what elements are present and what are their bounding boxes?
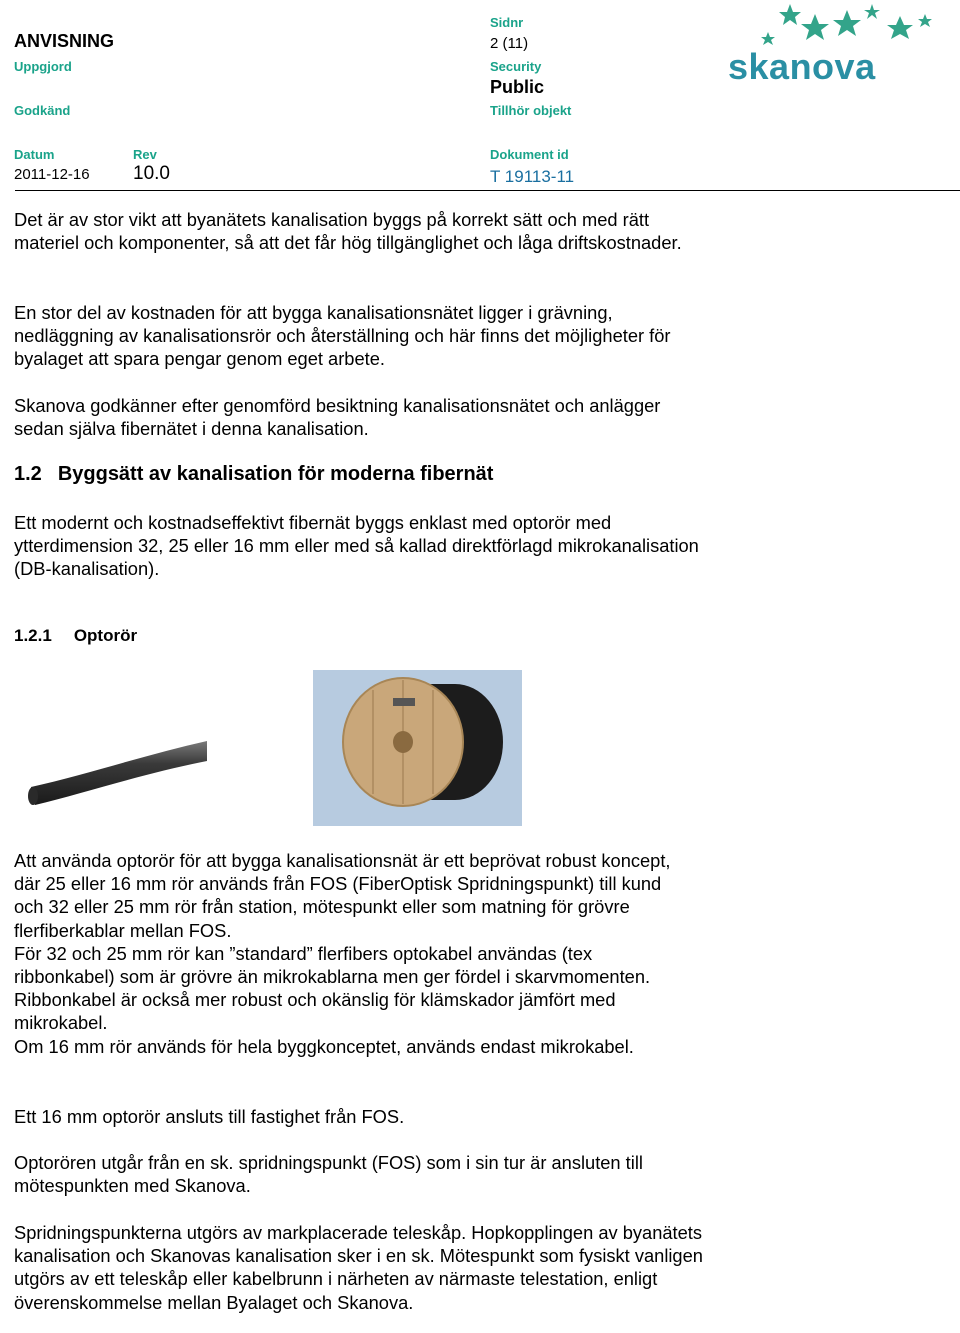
rev-label: Rev xyxy=(133,147,157,162)
logo-text: skanova xyxy=(728,46,876,87)
optoror-16mm: Om 16 mm rör används för hela byggkonceptet, används endast mikrokabel. xyxy=(14,1035,634,1057)
optoror-concept: Att använda optorör för att bygga kanalisationsnät är ett beprövat robust koncept, där 25 eller 16 mm rör används från FOS (FiberOptisk Spridningspunkt) till kund och 32 eller 25 mm rör från station, mötespunkt eller som matning för grövre flerfiberkablar mellan FOS. xyxy=(14,850,671,941)
godkand-label: Godkänd xyxy=(14,103,71,118)
paragraph-costs: En stor del av kostnaden för att bygga kanalisationsnätet ligger i grävning, nedläggning av kanalisationsrör och återställning och här finns det möjligheter för byalaget att spara pengar genom eget arbete. xyxy=(14,302,671,370)
subsection-title: Optorör xyxy=(73,626,138,645)
paragraph-approval: Skanova godkänner efter genomförd besiktning kanalisationsnätet och anlägger sedan själva fibernätet i denna kanalisation. xyxy=(14,395,661,440)
section-heading-1-2 xyxy=(14,463,493,486)
dokument-id-value: T 19113-11 xyxy=(490,167,575,186)
optoror-ribbon: För 32 och 25 mm rör kan ”standard” flerfibers optokabel användas (tex ribbonkabel) som är grövre än mikrokablarna men ger fördel i skarvmomenten. Ribbonkabel är också mer robust och okänslig för klämskador jämfört med mikrokabel. xyxy=(14,942,651,1034)
paragraph-intro: Det är av stor vikt att byanätets kanalisation byggs på korrekt sätt och med rätt materiel och komponenter, så att det får hög tillgänglighet och låga driftskostnader. xyxy=(14,209,682,254)
sidnr-value: 2 (11) xyxy=(490,35,529,52)
paragraph-spridningspunkt: Optorören utgår från en sk. spridningspunkt (FOS) som i sin tur är ansluten till mötespunkten med Skanova. xyxy=(14,1152,643,1197)
dokument-id-label: Dokument id xyxy=(490,147,569,162)
uppgjord-label: Uppgjord xyxy=(14,59,72,74)
section-number: 1.2 xyxy=(14,463,42,485)
paragraph-optoror xyxy=(14,849,679,1058)
header-divider xyxy=(15,190,960,191)
section-heading-1-2-1 xyxy=(14,626,137,646)
paragraph-modern-network: Ett modernt och kostnadseffektivt fibernät byggs enklast med optorör med ytterdimension 32, 25 eller 16 mm eller med så kallad direktförlagd mikrokanalisation (DB-kanalisation). xyxy=(14,512,699,580)
datum-label: Datum xyxy=(14,147,55,162)
sidnr-label: Sidnr xyxy=(490,15,524,30)
paragraph-teleskap: Spridningspunkterna utgörs av markplacerade teleskåp. Hopkopplingen av byanätets kanalisation och Skanovas kanalisation sker i en sk. Mötespunkt som fysiskt vanligen utgörs av ett teleskåp eller kabelbrunn i närheten av närmaste telestation, enligt överenskommelse mellan Byalaget och Skanova. xyxy=(14,1222,703,1313)
document-type: ANVISNING xyxy=(14,31,115,51)
section-title: Byggsätt av kanalisation för moderna fibernät xyxy=(57,463,494,485)
security-label: Security xyxy=(490,59,542,74)
subsection-number: 1.2.1 xyxy=(14,626,52,645)
security-value: Public xyxy=(490,77,545,97)
cable-drum-image xyxy=(313,670,522,826)
paragraph-16mm-connection: Ett 16 mm optorör ansluts till fastighet från FOS. xyxy=(14,1106,405,1127)
skanova-logo xyxy=(720,0,945,90)
duct-pipe-image xyxy=(25,735,210,810)
rev-value: 10.0 xyxy=(133,163,170,184)
tillhor-objekt-label: Tillhör objekt xyxy=(490,103,572,118)
datum-value: 2011-12-16 xyxy=(14,166,90,183)
